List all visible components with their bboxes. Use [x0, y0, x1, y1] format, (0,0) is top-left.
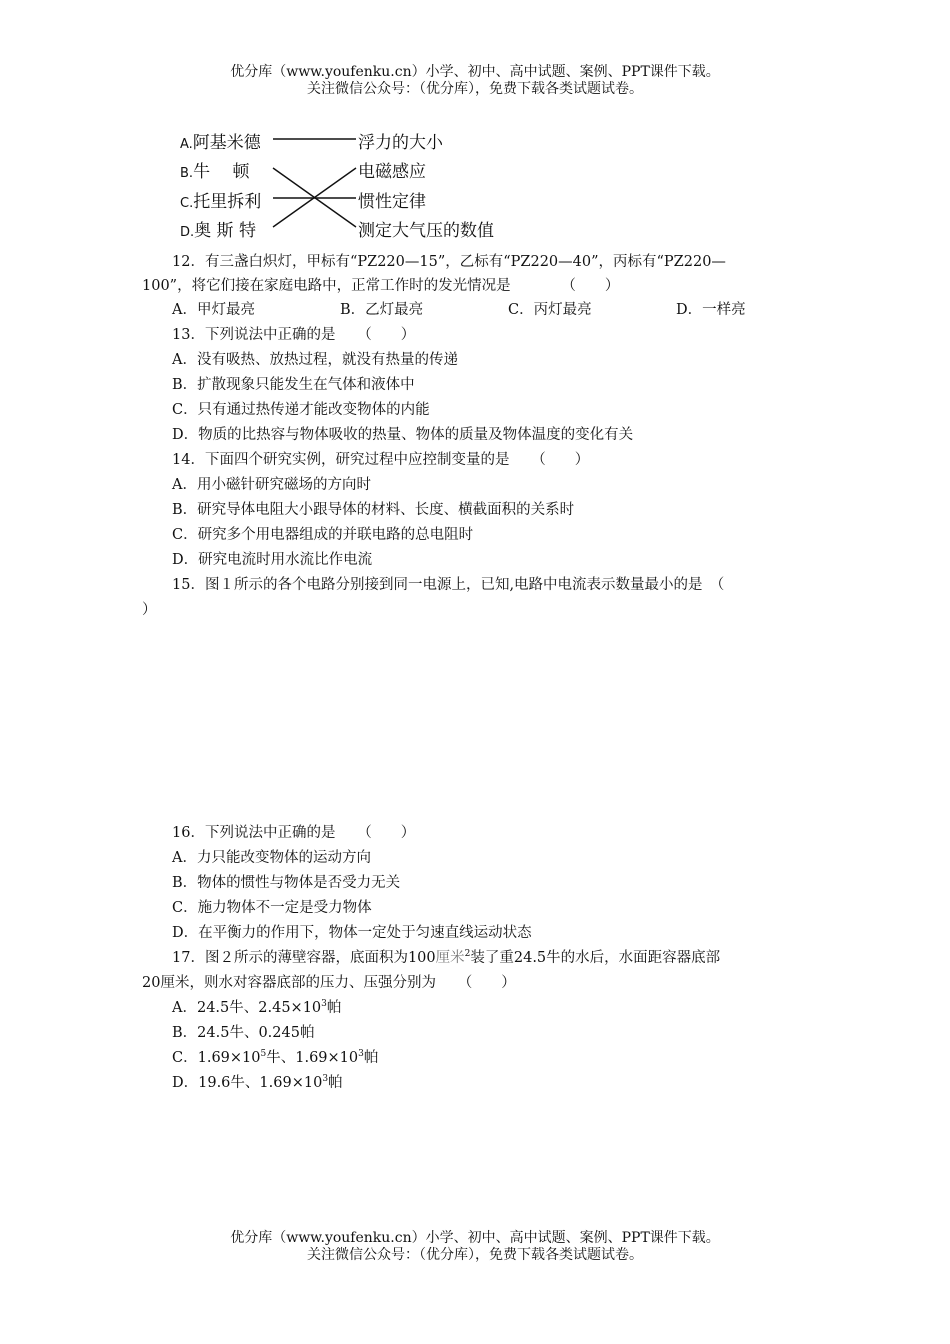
q12-option-b: B．乙灯最亮: [340, 302, 424, 318]
q13-option-c: C．只有通过热传递才能改变物体的内能: [172, 402, 430, 418]
q15-line-2: ）: [142, 602, 157, 618]
header-line-2: 关注微信公众号：（优分库），免费下载各类试题试卷。: [307, 81, 643, 97]
footer-line-2: 关注微信公众号：（优分库），免费下载各类试题试卷。: [307, 1247, 643, 1263]
page-footer: [0, 1230, 950, 1264]
q12-option-d: D．一样亮: [676, 302, 746, 318]
q13-option-a: A．没有吸热、放热过程，就没有热量的传递: [172, 352, 458, 368]
q17-area-unit: 厘米: [435, 950, 465, 966]
matching-lines: [0, 0, 950, 260]
q12-option-c: C．丙灯最亮: [508, 302, 592, 318]
match-right-3: 惯性定律: [358, 192, 426, 212]
q17-line-1: 17．图２所示的薄壁容器，底面积为100厘米$^2$装了重24.5牛的水后，水面距容器底部: [172, 949, 721, 966]
match-right-2: 电磁感应: [358, 162, 426, 182]
q13-option-d: D．物质的比热容与物体吸收的热量、物体的质量及物体温度的变化有关: [172, 427, 634, 443]
q14-option-c: C．研究多个用电器组成的并联电路的总电阻时: [172, 527, 474, 543]
q15-line-1: 15．图１所示的各个电路分别接到同一电源上，已知,电路中电流表示数量最小的是 （: [172, 577, 725, 593]
figure-1-circuits: [0, 620, 950, 815]
match-left-c: C.托里拆利: [180, 192, 262, 212]
q16-stem: 16．下列说法中正确的是 （ ）: [172, 825, 416, 841]
q17-option-a: A．24.5牛、$2.45\times 10^3$帕: [172, 999, 342, 1016]
q17-option-d: D．19.6牛、$1.69\times 10^3$帕: [172, 1074, 343, 1091]
q16-option-c: C．施力物体不一定是受力物体: [172, 900, 372, 916]
q14-option-d: D．研究电流时用水流比作电流: [172, 552, 373, 568]
q13-option-b: B．扩散现象只能发生在气体和液体中: [172, 377, 415, 393]
q12-option-a: A．甲灯最亮: [172, 302, 255, 318]
match-right-1: 浮力的大小: [358, 133, 443, 153]
q14-option-b: B．研究导体电阻大小跟导体的材料、长度、横截面积的关系时: [172, 502, 575, 518]
q16-option-b: B．物体的惯性与物体是否受力无关: [172, 875, 401, 891]
footer-line-1: 优分库（www.youfenku.cn）小学、初中、高中试题、案例、PPT课件下载。: [230, 1230, 720, 1246]
q12-options: [172, 300, 792, 320]
match-left-d: D.奥 斯 特: [180, 221, 256, 241]
q12-line-1: 12．有三盏白炽灯，甲标有“PZ220—15”，乙标有“PZ220—40”，丙标有“PZ220—: [172, 254, 726, 270]
match-right-4: 测定大气压的数值: [358, 221, 494, 241]
q17-line-2: 20厘米，则水对容器底部的压力、压强分别为 （ ）: [142, 975, 516, 991]
match-left-b: B.牛 顿: [180, 162, 250, 182]
q16-option-d: D．在平衡力的作用下，物体一定处于匀速直线运动状态: [172, 925, 532, 941]
q12-line-2: 100”，将它们接在家庭电路中，正常工作时的发光情况是 （ ）: [142, 278, 620, 294]
q14-option-a: A．用小磁针研究磁场的方向时: [172, 477, 371, 493]
q16-option-a: A．力只能改变物体的运动方向: [172, 850, 371, 866]
q17-option-c: C．$1.69\times 10^5$牛、$1.69\times 10^3$帕: [172, 1049, 379, 1066]
q14-stem: 14．下面四个研究实例，研究过程中应控制变量的是 （ ）: [172, 452, 590, 468]
q13-stem: 13．下列说法中正确的是 （ ）: [172, 327, 416, 343]
q17-option-b: B．24.5牛、0.245帕: [172, 1025, 315, 1041]
header-line-1: 优分库（www.youfenku.cn）小学、初中、高中试题、案例、PPT课件下载。: [230, 64, 720, 80]
match-left-a: A.阿基米德: [180, 133, 261, 153]
